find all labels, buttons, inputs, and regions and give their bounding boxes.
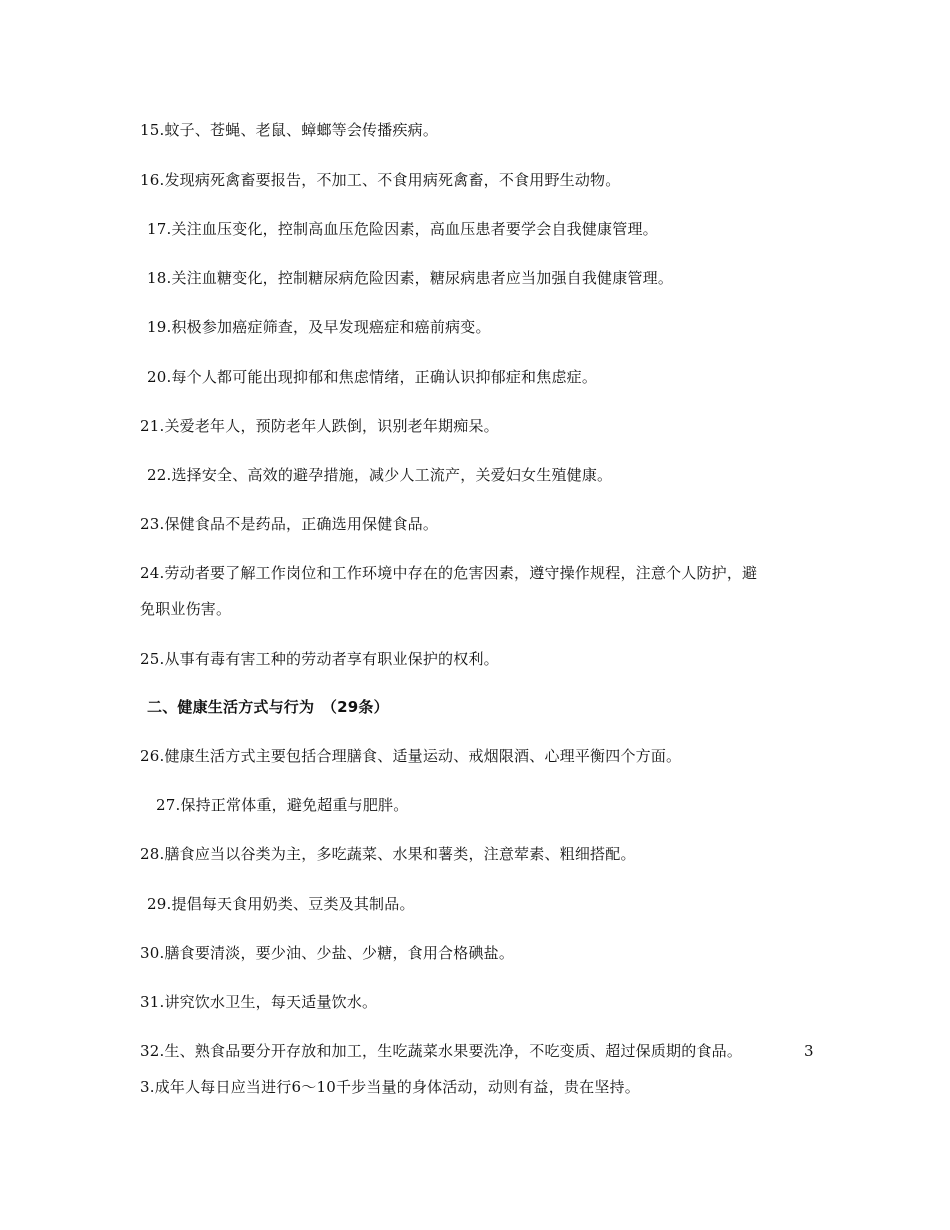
item-27: 27.保持正常体重，避免超重与肥胖。 bbox=[156, 796, 409, 814]
item-22: 22.选择安全、高效的避孕措施，减少人工流产，关爱妇女生殖健康。 bbox=[147, 466, 613, 484]
item-31: 31.讲究饮水卫生，每天适量饮水。 bbox=[140, 993, 378, 1011]
item-29: 29.提倡每天食用奶类、豆类及其制品。 bbox=[147, 895, 415, 913]
item-32: 32.生、熟食品要分开存放和加工，生吃蔬菜水果要洗净，不吃变质、超过保质期的食品。 bbox=[140, 1042, 743, 1060]
item-17: 17.关注血压变化，控制高血压危险因素，高血压患者要学会自我健康管理。 bbox=[147, 220, 658, 238]
item-18: 18.关注血糖变化，控制糖尿病危险因素，糖尿病患者应当加强自我健康管理。 bbox=[147, 269, 674, 287]
item-28: 28.膳食应当以谷类为主，多吃蔬菜、水果和薯类，注意荤素、粗细搭配。 bbox=[140, 845, 636, 863]
item-26: 26.健康生活方式主要包括合理膳食、适量运动、戒烟限酒、心理平衡四个方面。 bbox=[140, 747, 682, 765]
item-19: 19.积极参加癌症筛查，及早发现癌症和癌前病变。 bbox=[147, 318, 491, 336]
section-heading: 二、健康生活方式与行为 （29条） bbox=[147, 698, 389, 716]
item-25: 25.从事有毒有害工种的劳动者享有职业保护的权利。 bbox=[140, 650, 499, 668]
item-33-wrap-fragment: 3 bbox=[804, 1042, 814, 1060]
item-30: 30.膳食要清淡，要少油、少盐、少糖，食用合格碘盐。 bbox=[140, 944, 515, 962]
item-24-line1: 24.劳动者要了解工作岗位和工作环境中存在的危害因素，遵守操作规程，注意个人防护，避 bbox=[140, 564, 758, 582]
item-24-line2: 免职业伤害。 bbox=[140, 600, 232, 618]
item-20: 20.每个人都可能出现抑郁和焦虑情绪，正确认识抑郁症和焦虑症。 bbox=[147, 368, 598, 386]
item-33: 3.成年人每日应当进行6～10千步当量的身体活动，动则有益，贵在坚持。 bbox=[140, 1078, 640, 1096]
item-15: 15.蚊子、苍蝇、老鼠、蟑螂等会传播疾病。 bbox=[140, 121, 439, 139]
item-23: 23.保健食品不是药品，正确选用保健食品。 bbox=[140, 515, 439, 533]
item-16: 16.发现病死禽畜要报告，不加工、不食用病死禽畜，不食用野生动物。 bbox=[140, 171, 621, 189]
item-21: 21.关爱老年人，预防老年人跌倒，识别老年期痴呆。 bbox=[140, 417, 499, 435]
